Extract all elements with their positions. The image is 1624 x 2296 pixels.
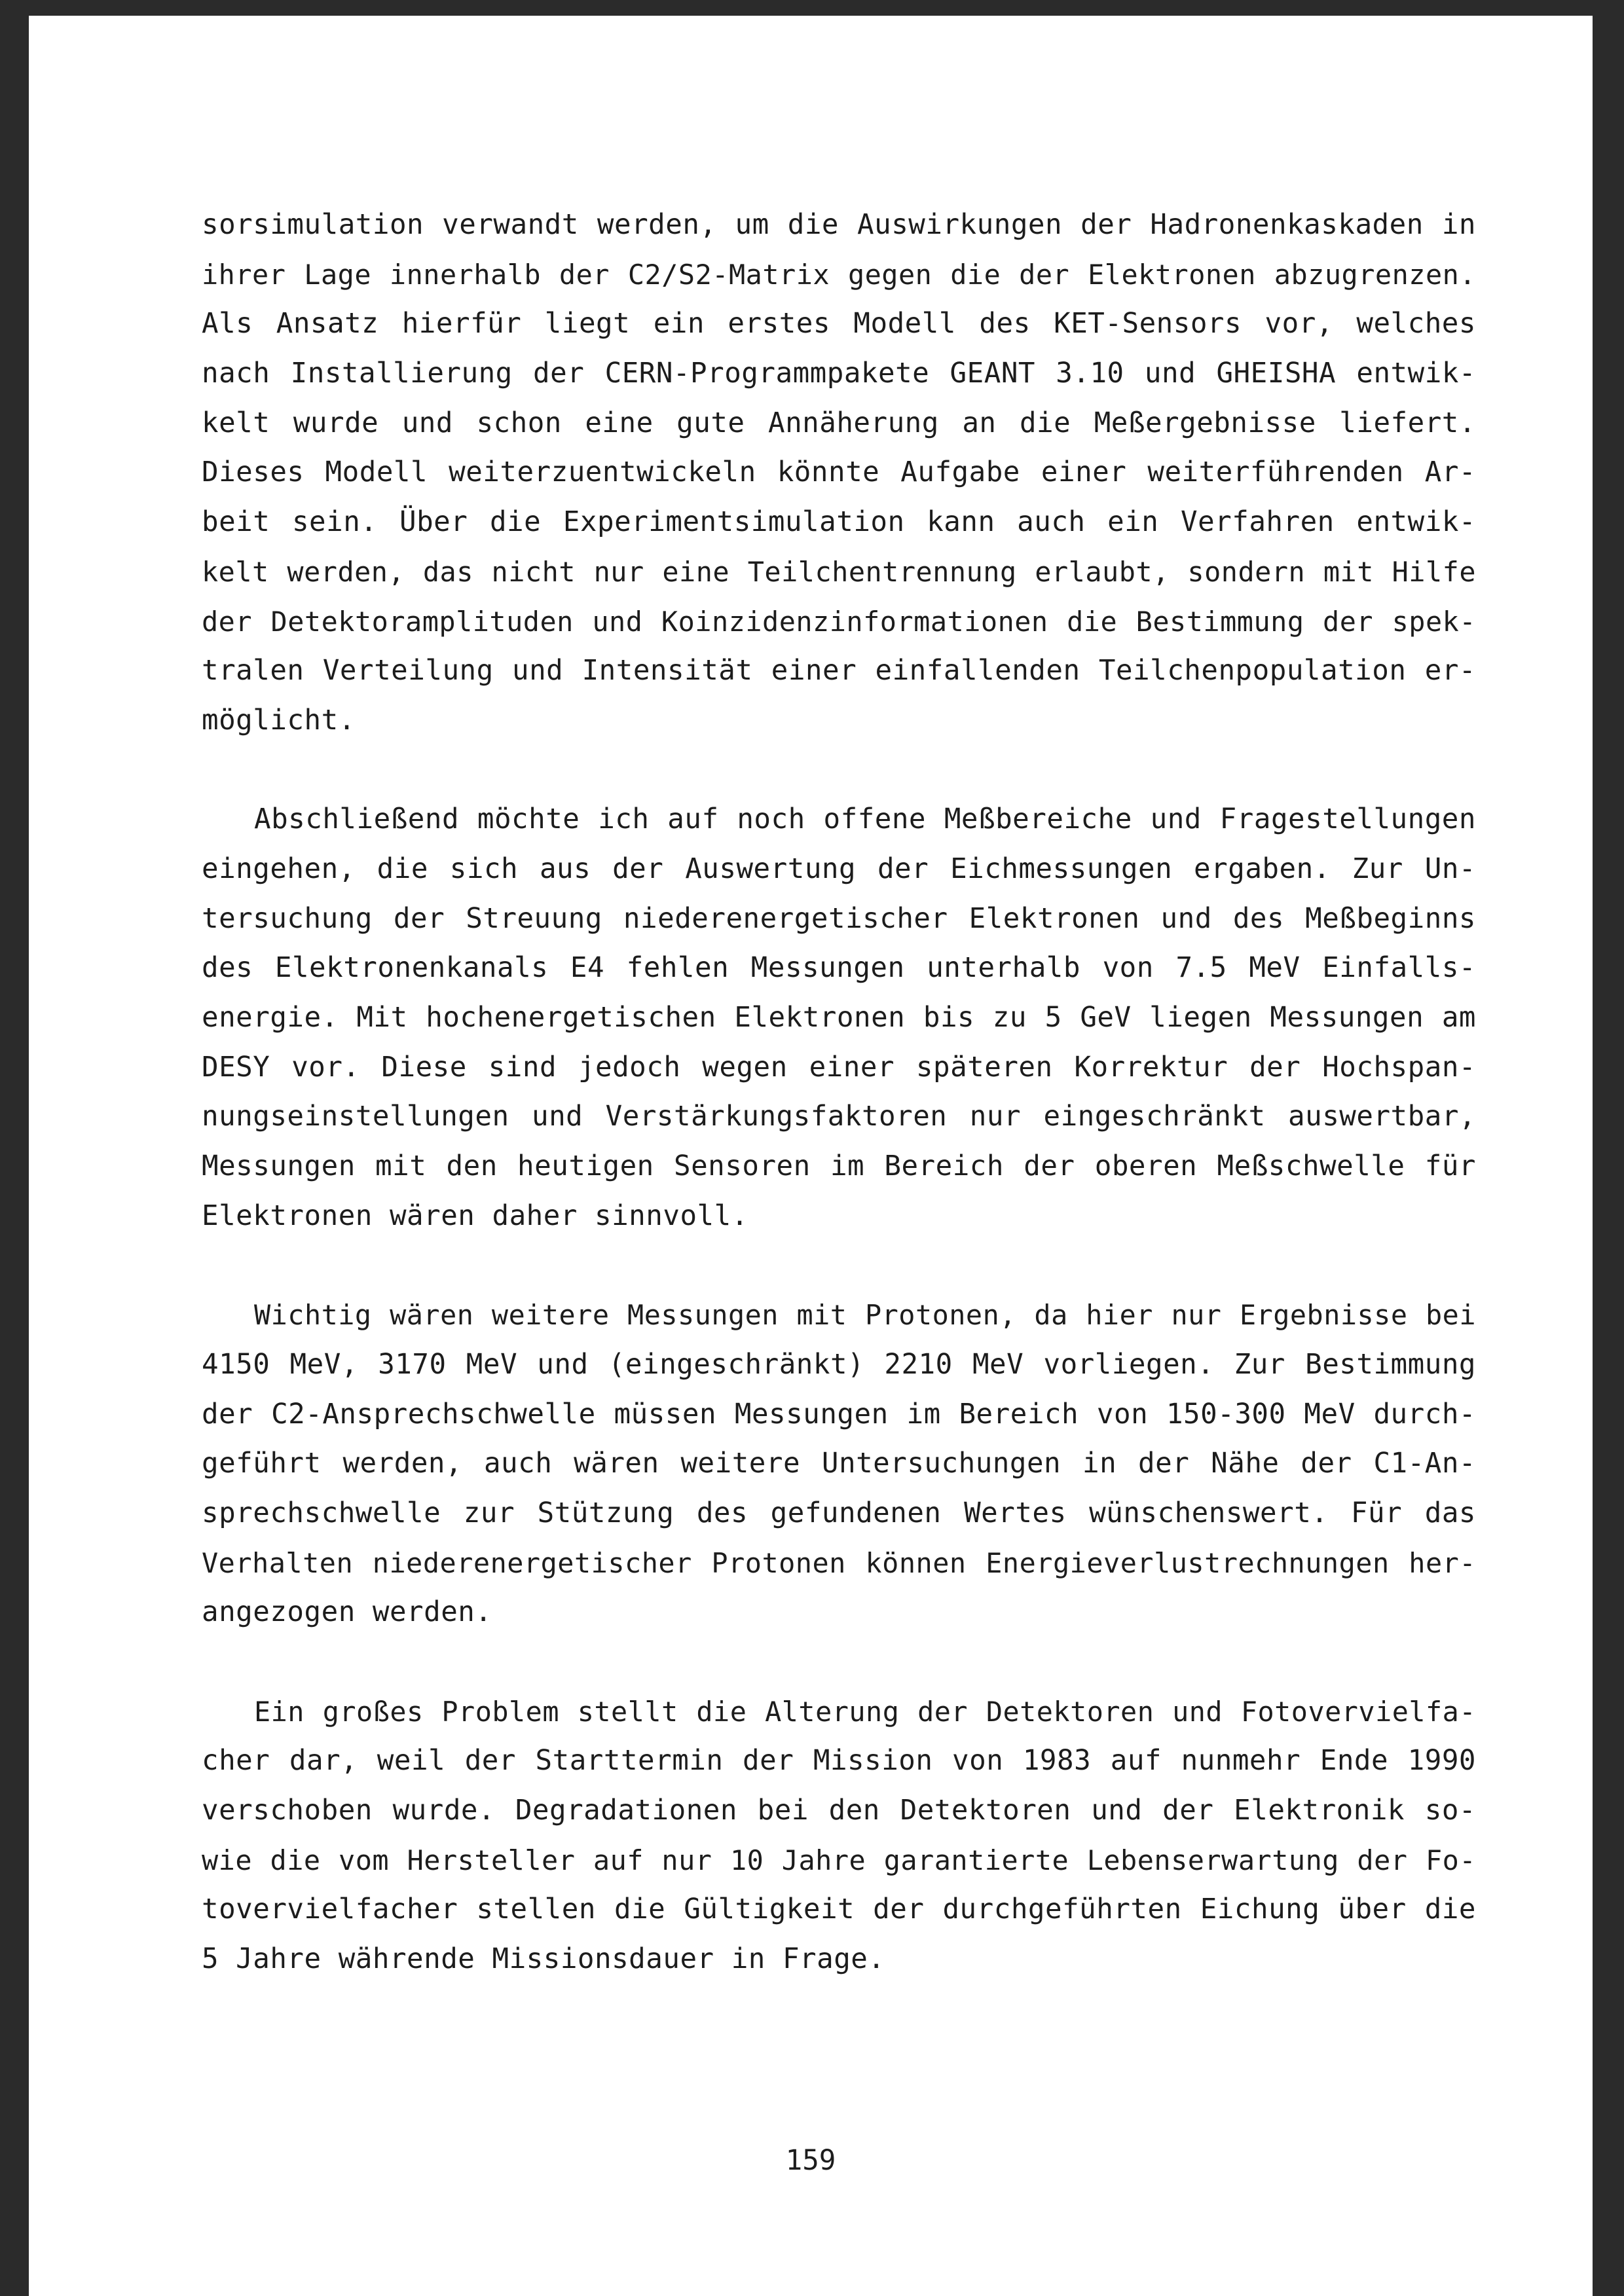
text-line: cher dar, weil der Starttermin der Mission von 1983 auf nunmehr Ende 1990 [202,1745,1476,1777]
text-line: tovervielfacher stellen die Gültigkeit der durchgeführten Eichung über die [202,1893,1476,1926]
text-line: sorsimulation verwandt werden, um die Auswirkungen der Hadronenkaskaden in [202,209,1476,241]
text-line: eingehen, die sich aus der Auswertung der Eichmessungen ergaben. Zur Un- [202,852,1476,885]
text-line: 4150 MeV, 3170 MeV und (eingeschränkt) 2210 MeV vorliegen. Zur Bestimmung [202,1348,1476,1381]
text-line: Elektronen wären daher sinnvoll. [202,1199,748,1232]
text-line: der C2-Ansprechschwelle müssen Messungen im Bereich von 150-300 MeV durch- [202,1398,1476,1430]
paragraph-gap [202,746,1476,795]
text-line: ihrer Lage innerhalb der C2/S2-Matrix gegen die der Elektronen abzugrenzen. [202,258,1476,291]
text-line: Als Ansatz hierfür liegt ein erstes Modell des KET-Sensors vor, welches [202,308,1476,340]
paragraph-gap [202,1241,1476,1290]
paragraph-3 [202,1290,1476,1637]
text-line: sprechschwelle zur Stützung des gefundenen Wertes wünschenswert. Für das [202,1497,1476,1529]
text-line: tersuchung der Streuung niederenergetischer Elektronen und des Meßbeginns [202,902,1476,935]
text-line: tralen Verteilung und Intensität einer einfallenden Teilchenpopulation er- [202,655,1476,687]
text-line: des Elektronenkanals E4 fehlen Messungen unterhalb von 7.5 MeV Einfalls- [202,952,1476,985]
text-line: nungseinstellungen und Verstärkungsfaktoren nur eingeschränkt auswertbar, [202,1101,1476,1133]
text-line: energie. Mit hochenergetischen Elektronen bis zu 5 GeV liegen Messungen am [202,1002,1476,1034]
page-body [202,200,1476,1984]
text-line: 5 Jahre währende Missionsdauer in Frage. [202,1943,885,1976]
text-line: möglicht. [202,704,356,737]
text-line: Ein großes Problem stellt die Alterung der Detektoren und Fotovervielfa- [254,1695,1476,1728]
document-page [29,16,1593,2296]
text-line: geführt werden, auch wären weitere Untersuchungen in der Nähe der C1-An- [202,1448,1476,1480]
text-line: Verhalten niederenergetischer Protonen können Energieverlustrechnungen her- [202,1546,1476,1579]
text-line: Wichtig wären weitere Messungen mit Protonen, da hier nur Ergebnisse bei [254,1299,1476,1332]
text-line: beit sein. Über die Experimentsimulation kann auch ein Verfahren entwik- [202,506,1476,539]
text-line: kelt werden, das nicht nur eine Teilchentrennung erlaubt, sondern mit Hilfe [202,555,1476,588]
text-line: Messungen mit den heutigen Sensoren im Bereich der oberen Meßschwelle für [202,1150,1476,1183]
text-line: nach Installierung der CERN-Programmpakete GEANT 3.10 und GHEISHA entwik- [202,357,1476,390]
text-line: Dieses Modell weiterzuentwickeln könnte Aufgabe einer weiterführenden Ar- [202,456,1476,489]
text-line: Abschließend möchte ich auf noch offene Meßbereiche und Fragestellungen [254,803,1476,836]
paragraph-gap [202,1637,1476,1687]
paragraph-2 [202,795,1476,1241]
text-line: der Detektoramplituden und Koinzidenzinformationen die Bestimmung der spek- [202,605,1476,638]
text-line: DESY vor. Diese sind jedoch wegen einer späteren Korrektur der Hochspan- [202,1051,1476,1084]
page-number: 159 [785,2145,836,2177]
text-line: wie die vom Hersteller auf nur 10 Jahre garantierte Lebenserwartung der Fo- [202,1844,1476,1876]
paragraph-4 [202,1687,1476,1984]
text-line: verschoben wurde. Degradationen bei den Detektoren und der Elektronik so- [202,1795,1476,1827]
text-line: kelt wurde und schon eine gute Annäherung an die Meßergebnisse liefert. [202,407,1476,439]
paragraph-1 [202,200,1476,746]
text-line: angezogen werden. [202,1596,492,1629]
